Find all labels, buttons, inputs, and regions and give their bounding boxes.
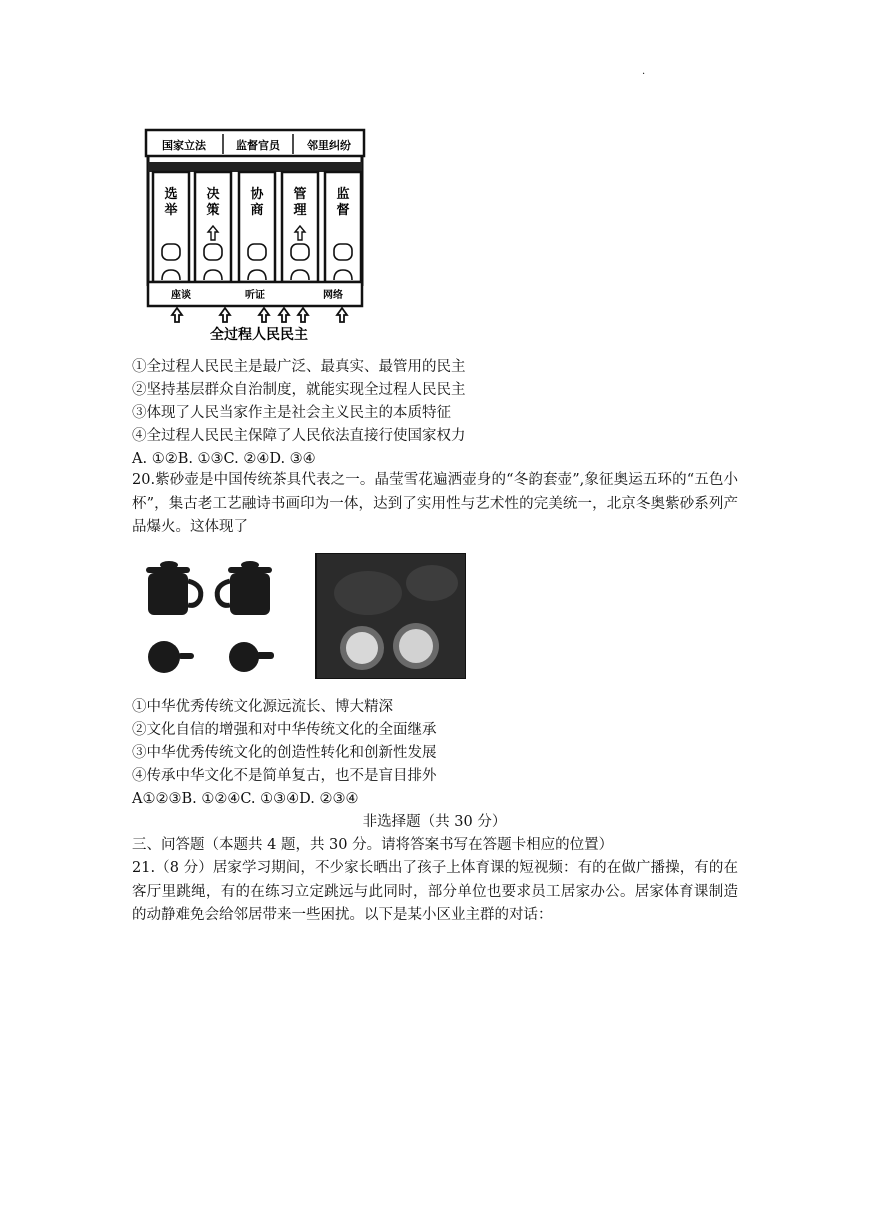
section-title: 非选择题（共 30 分） [362,814,507,830]
q20-option-4: ④传承中华文化不是简单复古，也不是盲目排外 [132,768,437,784]
column-3 [239,172,275,282]
column-label-char: 策 [206,203,220,218]
q21-stem: 21.（8 分）居家学习期间，不少家长晒出了孩子上体育课的短视频：有的在做广播操，有的在客厅里跳绳，有的在练习立定跳远与此同时，部分单位也要求员工居家办公。居家体育课制造的动静难免会给邻居带来一些困扰。以下是某小区业主群的对话： [132,860,738,923]
up-arrow-icon [220,308,230,322]
column-5 [325,172,361,282]
q20-option-1: ①中华优秀传统文化源远流长、博大精深 [132,699,393,715]
column-label-char: 管 [293,187,307,202]
bottom-label-2: 听证 [245,290,265,301]
column-label-char: 选 [164,187,178,202]
column-label-char: 监 [336,187,350,202]
q19-option-4: ④全过程人民民主保障了人民依法直接行使国家权力 [132,428,466,444]
up-arrow-icon [337,308,347,322]
column-label-char: 商 [250,203,264,218]
page-mark: . [642,66,646,77]
column-label-char: 督 [336,203,350,218]
q20-option-3: ③中华优秀传统文化的创造性转化和创新性发展 [132,745,437,761]
column-1 [153,172,189,282]
q19-option-1: ①全过程人民民主是最广泛、最真实、最管用的民主 [132,359,466,375]
top-label-2: 监督官员 [236,139,280,152]
column-2 [195,172,231,282]
column-label-char: 决 [206,187,220,202]
diagram-caption: 全过程人民民主 [210,327,308,343]
bottom-label-3: 网络 [323,290,343,301]
q19-option-2: ②坚持基层群众自治制度，就能实现全过程人民民主 [132,382,466,398]
top-label-3: 邻里纠纷 [307,139,351,152]
column-4 [282,172,318,282]
q20-stem: 20.紫砂壶是中国传统茶具代表之一。晶莹雪花遍洒壶身的“冬韵套壶”,象征奥运五环的“五色小杯”，集古老工艺融诗书画印为一体，达到了实用性与艺术性的完美统一，北京冬奥紫砂系列产品爆火。这体现了 [132,472,738,535]
up-arrow-icon [259,308,269,322]
column-label-char: 举 [164,203,178,218]
q19-option-3: ③体现了人民当家作主是社会主义民主的本质特征 [132,405,451,421]
up-arrow-icon [172,308,182,322]
column-label-char: 协 [250,187,264,202]
column-label-char: 理 [293,203,307,218]
zisha-teaware-photos [132,553,466,679]
top-label-1: 国家立法 [162,139,206,152]
section-heading: 三、问答题（本题共 4 题，共 30 分。请将答案书写在答题卡相应的位置） [132,837,614,853]
bottom-label-1: 座谈 [171,290,191,301]
q20-option-2: ②文化自信的增强和对中华传统文化的全面继承 [132,722,437,738]
up-arrow-icon [298,308,308,322]
q20-choices: A①②③B. ①②④C. ①③④D. ②③④ [132,791,359,807]
up-arrow-icon [279,308,289,322]
democracy-diagram [143,126,368,348]
q19-choices: A. ①②B. ①③C. ②④D. ③④ [132,451,316,467]
